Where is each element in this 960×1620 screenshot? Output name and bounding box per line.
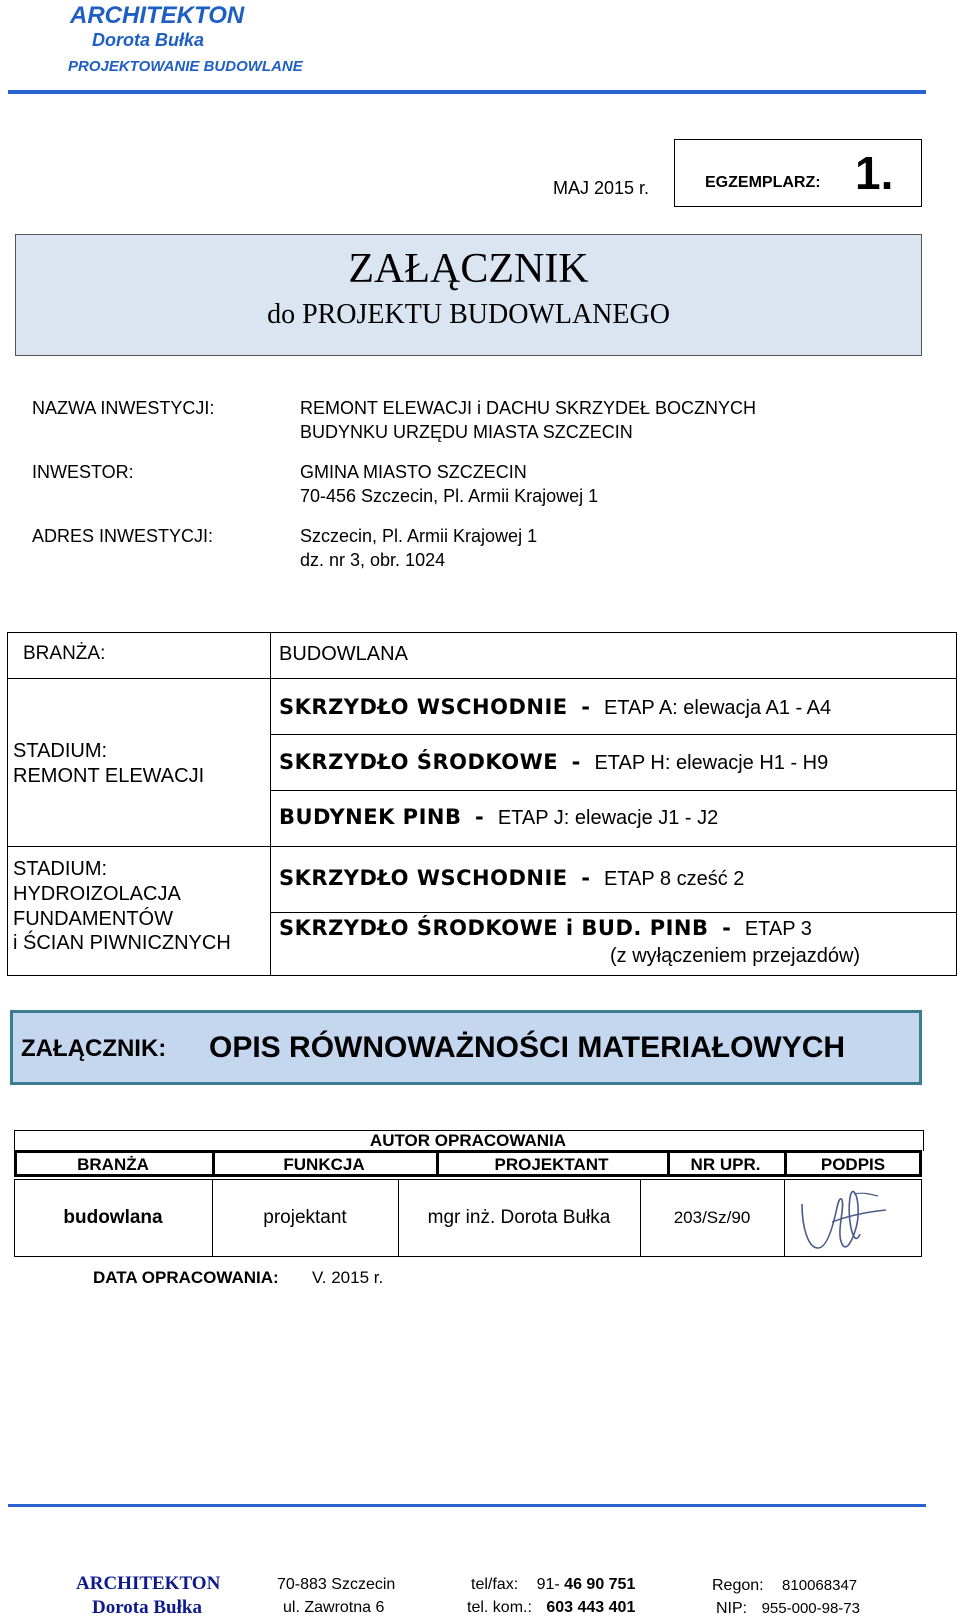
stage1-row-1-sep: - [581, 695, 591, 719]
footer-regon [712, 1577, 857, 1595]
stage1-row-3-etap: ETAP J: elewacje J1 - J2 [497, 807, 719, 829]
address-line-1: Szczecin, Pl. Armii Krajowej 1 [300, 526, 538, 546]
investor-line-2: 70-456 Szczecin, Pl. Armii Krajowej 1 [300, 486, 599, 506]
authors-header-branch: BRANŻA [77, 1155, 149, 1174]
authors-cell-designer: mgr inż. Dorota Bułka [427, 1207, 611, 1228]
stage-table [7, 632, 957, 976]
footer-mobile [467, 1599, 635, 1617]
stage1-row-1-etap: ETAP A: elewacja A1 - A4 [603, 697, 832, 719]
stage1-row-2-etap: ETAP H: elewacje H1 - H9 [594, 752, 829, 774]
stage2-label: STADIUM: [13, 858, 108, 880]
stage1-row-1-name: SKRZYDŁO WSCHODNIE [279, 695, 568, 719]
footer-company: ARCHITEKTON [76, 1573, 221, 1594]
address-line-2: dz. nr 3, obr. 1024 [300, 550, 446, 570]
stage1-label: STADIUM: [13, 740, 108, 762]
document-date: MAJ 2015 r. [553, 178, 650, 198]
footer-phone [471, 1576, 635, 1594]
copy-number: 1. [855, 147, 894, 199]
investor-label: INWESTOR: [32, 462, 134, 482]
stage2-row-2-etap: ETAP 3 [744, 918, 812, 940]
footer-nip-label: NIP: [716, 1600, 748, 1617]
stage2-line-2: FUNDAMENTÓW [13, 908, 173, 930]
stage1-row-2-name: SKRZYDŁO ŚRODKOWE [279, 750, 559, 774]
signature-image [796, 1182, 906, 1254]
footer-nip-value: 955-000-98-73 [761, 1600, 860, 1617]
footer-mobile-number: 603 443 401 [546, 1599, 636, 1616]
annex-value: OPIS RÓWNOWAŻNOŚCI MATERIAŁOWYCH [209, 1031, 846, 1064]
stage2-note: (z wyłączeniem przejazdów) [610, 945, 861, 967]
company-tagline: PROJEKTOWANIE BUDOWLANE [68, 58, 303, 75]
footer-phone-number: 46 90 751 [564, 1576, 636, 1593]
document-title: ZAŁĄCZNIK [348, 246, 589, 292]
footer-phone-prefix: 91- [536, 1576, 560, 1593]
title-box [15, 234, 922, 356]
stage1-row-3 [279, 805, 718, 830]
authors-cell-branch: budowlana [63, 1207, 163, 1228]
company-person: Dorota Bułka [92, 30, 205, 50]
investor-line-1: GMINA MIASTO SZCZECIN [300, 462, 527, 482]
stage1-row-1 [279, 695, 831, 720]
footer-street: ul. Zawrotna 6 [283, 1599, 385, 1616]
stage1-row-2 [279, 750, 828, 775]
authors-title: AUTOR OPRACOWANIA [369, 1131, 567, 1150]
stage2-row-1-name: SKRZYDŁO WSCHODNIE [279, 866, 568, 890]
address-label: ADRES INWESTYCJI: [32, 526, 214, 546]
copy-label: EGZEMPLARZ: [705, 174, 821, 191]
authors-table [14, 1130, 922, 1257]
footer-rule [8, 1504, 926, 1507]
stage2-line-3: i ŚCIAN PIWNICZNYCH [13, 932, 231, 954]
footer-regon-label: Regon: [712, 1577, 764, 1594]
footer-phone-label: tel/fax: [471, 1576, 519, 1593]
stage1-row-3-name: BUDYNEK PINB [279, 805, 462, 829]
authors-header-license: NR UPR. [690, 1155, 761, 1174]
stage2-row-2-name: SKRZYDŁO ŚRODKOWE i BUD. PINB [279, 916, 709, 940]
authors-cell-license: 203/Sz/90 [673, 1208, 751, 1227]
annex-label: ZAŁĄCZNIK: [21, 1035, 167, 1062]
investment-name-label: NAZWA INWESTYCJI: [32, 398, 215, 418]
authors-cell-function: projektant [263, 1207, 347, 1228]
footer-regon-value: 810068347 [782, 1577, 858, 1594]
stage2-row-1-etap: ETAP 8 cześć 2 [603, 868, 745, 890]
stage2-row-2-sep: - [722, 916, 732, 940]
footer-mobile-label: tel. kom.: [467, 1599, 532, 1616]
stage2-row-1-sep: - [581, 866, 591, 890]
annex-banner [10, 1010, 922, 1085]
footer-city: 70-883 Szczecin [277, 1576, 396, 1593]
investment-name-line-2: BUDYNKU URZĘDU MIASTA SZCZECIN [300, 422, 633, 442]
company-name: ARCHITEKTON [70, 2, 245, 29]
stage2-row-1 [279, 866, 744, 891]
stage2-line-1: HYDROIZOLACJA [13, 883, 181, 905]
branch-label: BRANŻA: [23, 643, 106, 664]
prep-date-label: DATA OPRACOWANIA: [93, 1268, 279, 1287]
investment-name-line-1: REMONT ELEWACJI i DACHU SKRZYDEŁ BOCZNYCH [300, 398, 757, 418]
stage1-value: REMONT ELEWACJI [13, 765, 205, 787]
authors-header-function: FUNKCJA [283, 1155, 365, 1174]
footer-person: Dorota Bułka [92, 1597, 202, 1618]
document-subtitle: do PROJEKTU BUDOWLANEGO [267, 299, 670, 330]
footer-nip [716, 1600, 860, 1618]
stage1-row-3-sep: - [475, 805, 485, 829]
header-rule [8, 90, 926, 94]
copy-box [674, 139, 922, 207]
branch-value: BUDOWLANA [279, 643, 408, 665]
prep-date-value: V. 2015 r. [312, 1268, 384, 1287]
stage2-row-2 [279, 916, 812, 941]
stage1-row-2-sep: - [571, 750, 581, 774]
authors-header-signature: PODPIS [820, 1155, 886, 1174]
authors-header-designer: PROJEKTANT [494, 1155, 609, 1174]
